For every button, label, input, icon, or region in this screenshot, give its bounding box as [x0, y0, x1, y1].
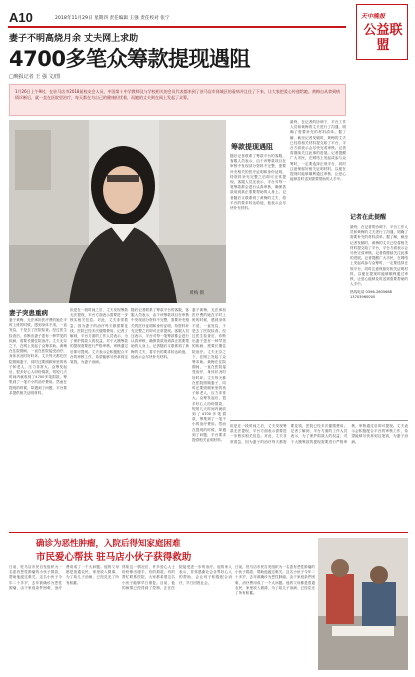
column-3-text: 随后记者联系了筹款平台的客服，客服人员表示，由于该筹款项目在审核中发现部分资料不完整，需要补充相关的医疗证明和身份证明，待资料补充完整之后即可正常提现。客服人员还表示，平台对每一笔筹款都会进行认真审核，确保善款用到真正需要帮助的人身上。记者随后又联系到了黄梅的丈夫，将平台的要求转达给他，他表示会尽快补充材料。 — [230, 154, 286, 211]
bottom-headline: 确诊为恶性肿瘤，入院后得知家庭困难 — [36, 539, 181, 549]
photo-illustration — [9, 120, 226, 303]
byline: □晚报记者 王 强 文/图 — [9, 74, 61, 80]
date-line: 2018年11月29日 星期四 责任编辑 王强 责任校对 张宁 — [55, 16, 170, 21]
article-column-2 — [70, 308, 128, 528]
column-logo-text: 天中晚报 — [361, 13, 386, 20]
bottom-photo-illustration — [318, 538, 408, 670]
bottom-text-left — [9, 565, 119, 670]
article-column-2b — [131, 308, 189, 528]
bottom-right-text: 日前，驻马店市民自发组织为一名患有恶性肿瘤的小伙子捐款，帮助他渡过难关。这名小伙子今年二十多岁，去年被确诊为恶性肿瘤，由于家庭条件困难，治疗费用成了一个大问题。他的父母都是普通农民，家里收入微薄，为了给儿子治病，已经花光了所有积蓄。 — [235, 565, 315, 596]
sec3-heading: 记者在此提醒 — [350, 214, 387, 221]
column-title: 公益联盟 — [363, 23, 403, 53]
article-column-6 — [230, 424, 408, 528]
intro-box — [9, 84, 346, 116]
column-badge — [356, 4, 408, 60]
column-4-text: 最终，在记者的协调下，平台工作人员和黄梅的丈夫进行了沟通，明确了需要补充的材料清单。据了解，截至记者发稿时，黄梅的丈夫已经将相关材料提交给了平台，平台方面表示会尽快完成审核。记者将继续关注此事的进展。记者提醒广大市民，在网络上发起或参与众筹时，一定要选择正规平台，同时注意保留好相关证明材料，以便在提现时能够顺利通过审核，让爱心能够及时送到需要帮助的人手中。 — [290, 120, 346, 182]
divider-right — [230, 420, 408, 421]
column-2c-text: 妻子黄梅，无法承担医疗费的她在平时上班的时候，感到身体不适，一直发烧，于是去了医院检查。经过医生检查后，诊断出妻子患有一种罕见的疾病，需要长期住院治疗。丈夫无奈之下，在网上发起了众筹求助。黄梅在住院期间，一直在医院接受治疗，身体状况时好时坏。丈夫每天都在医院照顾妻子，同时还要照顾家里的孩子和老人，压力非常大。众筹发起后，很多好心人纷纷捐款，短短几天时间内就收到了4700多笔捐款，筹集到了一笔不小的治疗费用。然而在提现的时候，却遇到了问题，平台要求提供相关证明材料。 — [192, 308, 226, 443]
bottom-rule — [9, 532, 408, 533]
article-column-2c — [192, 308, 226, 443]
article-column-1 — [9, 318, 67, 528]
intro-text: 1月26日上午9时，在驻马店市2018届校友会人员，中国第十中学教师及与学校相关的会员代表都来到了驻马店市驿城区的看病并且住了下来，让大家把爱心传递给她。黄梅自从拿到病情诊断后，就一直在医院里治疗，每天都在为自己的健康担忧着，而她的丈夫则在网上发起了众筹。 — [15, 89, 340, 100]
column-1-text: 妻子黄梅，无法承担医疗费的她在平时上班的时候，感到身体不适，一直发烧，于是去了医院检查。经过医生检查后，诊断出妻子患有一种罕见的疾病，需要长期住院治疗。丈夫无奈之下，在网上发起了众筹求助。黄梅在住院期间，一直在医院接受治疗，身体状况时好时坏。丈夫每天都在医院照顾妻子，同时还要照顾家里的孩子和老人，压力非常大。众筹发起后，很多好心人纷纷捐款，短短几天时间内就收到了4700多笔捐款，筹集到了一笔不小的治疗费用。然而在提现的时候，却遇到了问题，平台要求提供相关证明材料。 — [9, 318, 67, 395]
bottom-subhead: 市民爱心帮扶 驻马店小伙子获得救助 — [36, 552, 192, 563]
bottom-left-text: 日前，驻马店市民自发组织为一名患有恶性肿瘤的小伙子捐款，帮助他渡过难关。这名小伙子今年二十多岁，去年被确诊为恶性肿瘤，由于家庭条件困难，治疗费用成了一个大问题。他的父母都是普通农民，家里收入微薄，为了给儿子治病，已经花光了所有积蓄。 — [9, 565, 119, 590]
column-2b-text: 随后记者联系了筹款平台的客服，客服人员表示，由于该筹款项目在审核中发现部分资料不完整，需要补充相关的医疗证明和身份证明，待资料补充完整之后即可正常提现。客服人员还表示，平台对每一笔筹款都会进行认真审核，确保善款用到真正需要帮助的人身上。记者随后又联系到了黄梅的丈夫，将平台的要求转达给他，他表示会尽快补充材料。 — [131, 308, 189, 359]
article-title: 4700多笔众筹款提现遇阻 — [9, 47, 250, 71]
article-column-3 — [230, 154, 286, 416]
column-6-text: 但是在一段时间之后，丈夫发现筹款无法提现，平台方面表示需要进一步核实相关信息。对此，丈夫非常着急，因为妻子的治疗每天都需要花钱，医院已经多次催缴费用。记者了解到，平台方面的工作人员表示，为了保护捐款人的权益，对于大额筹款的提现需要进行严格审核，审核通过后即可提现。丈夫表示会积极配合平台的审核工作，希望能够尽快拿到这笔钱，为妻子治病。 — [230, 424, 408, 444]
article-photo — [9, 120, 226, 303]
bottom-photo — [318, 538, 408, 670]
hotline: 热线电话 0396-2605688 13703960000 — [350, 290, 392, 300]
photo-caption: 黄梅 摄 — [189, 291, 204, 296]
sec2-heading: 筹款提现遇阻 — [231, 143, 273, 151]
page-number: A10 — [9, 10, 33, 25]
header-rule — [8, 26, 346, 28]
article-column-5 — [350, 120, 408, 420]
article-subtitle: 妻子不明高烧月余 丈夫网上求助 — [9, 34, 139, 44]
bottom-text-mid — [122, 565, 232, 670]
column-2-text: 但是在一段时间之后，丈夫发现筹款无法提现，平台方面表示需要进一步核实相关信息。对此，丈夫非常着急，因为妻子的治疗每天都需要花钱，医院已经多次催缴费用。记者了解到，平台方面的工作人员表示，为了保护捐款人的权益，对于大额筹款的提现需要进行严格审核，审核通过后即可提现。丈夫表示会积极配合平台的审核工作，希望能够尽快拿到这笔钱，为妻子治病。 — [70, 308, 128, 365]
bottom-mid-text: 得知这一情况后，许多爱心人士纷纷伸出援手，有的捐款，有的帮忙联系医院，大家都希望这名小伙子能够早日康复。目前，他的病情已经得到了控制，正在医院接受进一步的治疗。他的家人表示，非常感谢社会各界好心人的帮助，会让孩子积极配合治疗，早日回报社会。 — [122, 565, 232, 590]
bottom-text-right — [235, 565, 315, 670]
article-column-4 — [290, 120, 346, 420]
column-5-text: 最终，在记者的协调下，平台工作人员和黄梅的丈夫进行了沟通，明确了需要补充的材料清单。据了解，截至记者发稿时，黄梅的丈夫已经将相关材料提交给了平台，平台方面表示会尽快完成审核。记者将继续关注此事的进展。记者提醒广大市民，在网络上发起或参与众筹时，一定要选择正规平台，同时注意保留好相关证明材料，以便在提现时能够顺利通过审核，让爱心能够及时送到需要帮助的人手中。 — [350, 225, 408, 287]
sec1-heading: 妻子突患重病 — [9, 309, 48, 317]
